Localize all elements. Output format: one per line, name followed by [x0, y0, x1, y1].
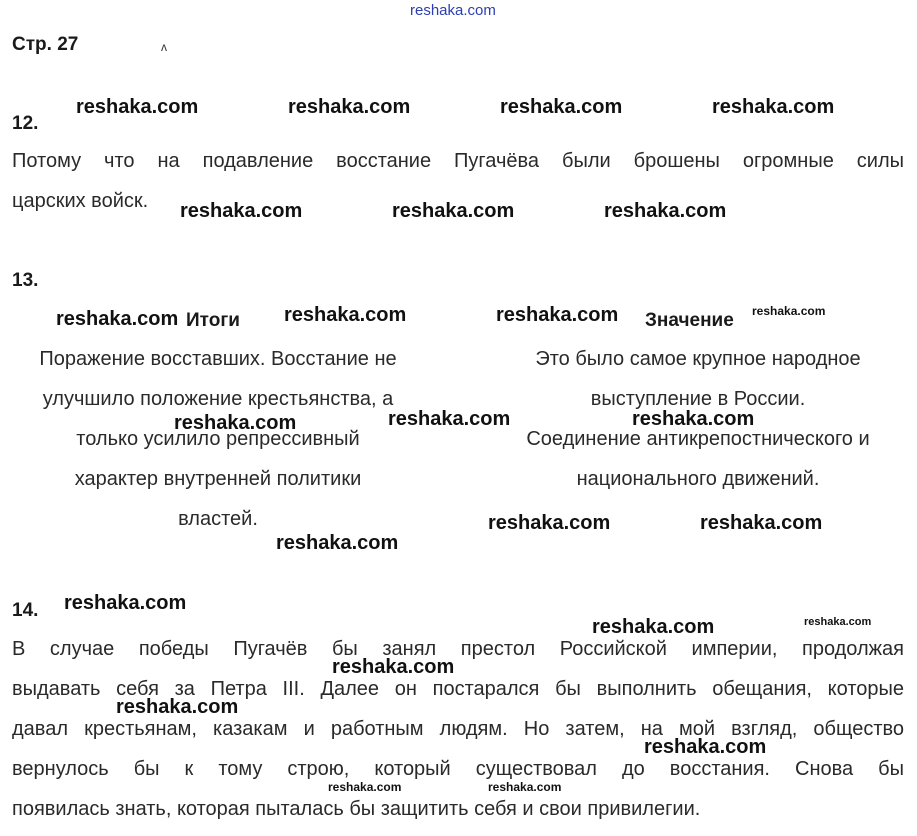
q13-number: 13. [12, 270, 39, 291]
watermark-text: reshaka.com [392, 200, 515, 222]
watermark-text: reshaka.com [632, 408, 755, 430]
watermark-text: reshaka.com [332, 656, 455, 678]
col-header-significance: Значение [645, 310, 734, 331]
caret-mark: ʌ [161, 40, 167, 54]
watermark-text: reshaka.com [488, 780, 562, 794]
watermark-text: reshaka.com [76, 96, 199, 118]
watermark-text: reshaka.com [752, 304, 826, 318]
results-line-3: только усилило репрессивный [76, 428, 360, 450]
page-label: Стр. 27 [12, 34, 79, 55]
watermark-text: reshaka.com [700, 512, 823, 534]
watermark-text: reshaka.com [804, 616, 872, 628]
watermark-text: reshaka.com [180, 200, 303, 222]
watermark-text: reshaka.com [500, 96, 623, 118]
watermark-text: reshaka.com [276, 532, 399, 554]
q14-line-5: появилась знать, которая пыталась бы защитить себя и свои привилегии. [12, 798, 701, 820]
significance-line-4: национального движений. [576, 468, 820, 490]
significance-line-2: выступление в России. [590, 388, 806, 410]
significance-line-1: Это было самое крупное народное [535, 348, 861, 370]
col-header-results: Итоги [186, 310, 240, 331]
watermark-text: reshaka.com [388, 408, 511, 430]
watermark-text: reshaka.com [174, 412, 297, 434]
significance-line-3: Соединение антикрепостнического и [526, 428, 870, 450]
q14-number: 14. [12, 600, 39, 621]
watermark-text: reshaka.com [116, 696, 239, 718]
q12-number: 12. [12, 113, 39, 134]
watermark-text: reshaka.com [604, 200, 727, 222]
q14-line-2: выдавать себя за Петра III. Далее он постарался бы выполнить обещания, которые [12, 678, 904, 700]
q12-line-2: царских войск. [12, 190, 149, 212]
q14-line-3: давал крестьянам, казакам и работным людям. Но затем, на мой взгляд, общество [12, 718, 904, 740]
top-watermark: reshaka.com [410, 2, 496, 19]
watermark-text: reshaka.com [288, 96, 411, 118]
results-line-5: властей. [178, 508, 258, 530]
q14-line-1: В случае победы Пугачёв бы занял престол Российской империи, продолжая [12, 638, 904, 660]
results-line-2: улучшило положение крестьянства, а [42, 388, 394, 410]
results-line-4: характер внутренней политики [74, 468, 362, 490]
watermark-text: reshaka.com [592, 616, 715, 638]
results-line-1: Поражение восставших. Восстание не [39, 348, 397, 370]
watermark-text: reshaka.com [64, 592, 187, 614]
watermark-text: reshaka.com [284, 304, 407, 326]
q12-line-1: Потому что на подавление восстание Пугачёва были брошены огромные силы [12, 150, 904, 172]
watermark-text: reshaka.com [328, 780, 402, 794]
watermark-text: reshaka.com [496, 304, 619, 326]
watermark-text: reshaka.com [56, 308, 179, 330]
results-column [10, 339, 426, 539]
q14-line-4: вернулось бы к тому строю, который существовал до восстания. Снова бы [12, 758, 904, 780]
watermark-text: reshaka.com [488, 512, 611, 534]
watermark-text: reshaka.com [644, 736, 767, 758]
watermark-text: reshaka.com [712, 96, 835, 118]
